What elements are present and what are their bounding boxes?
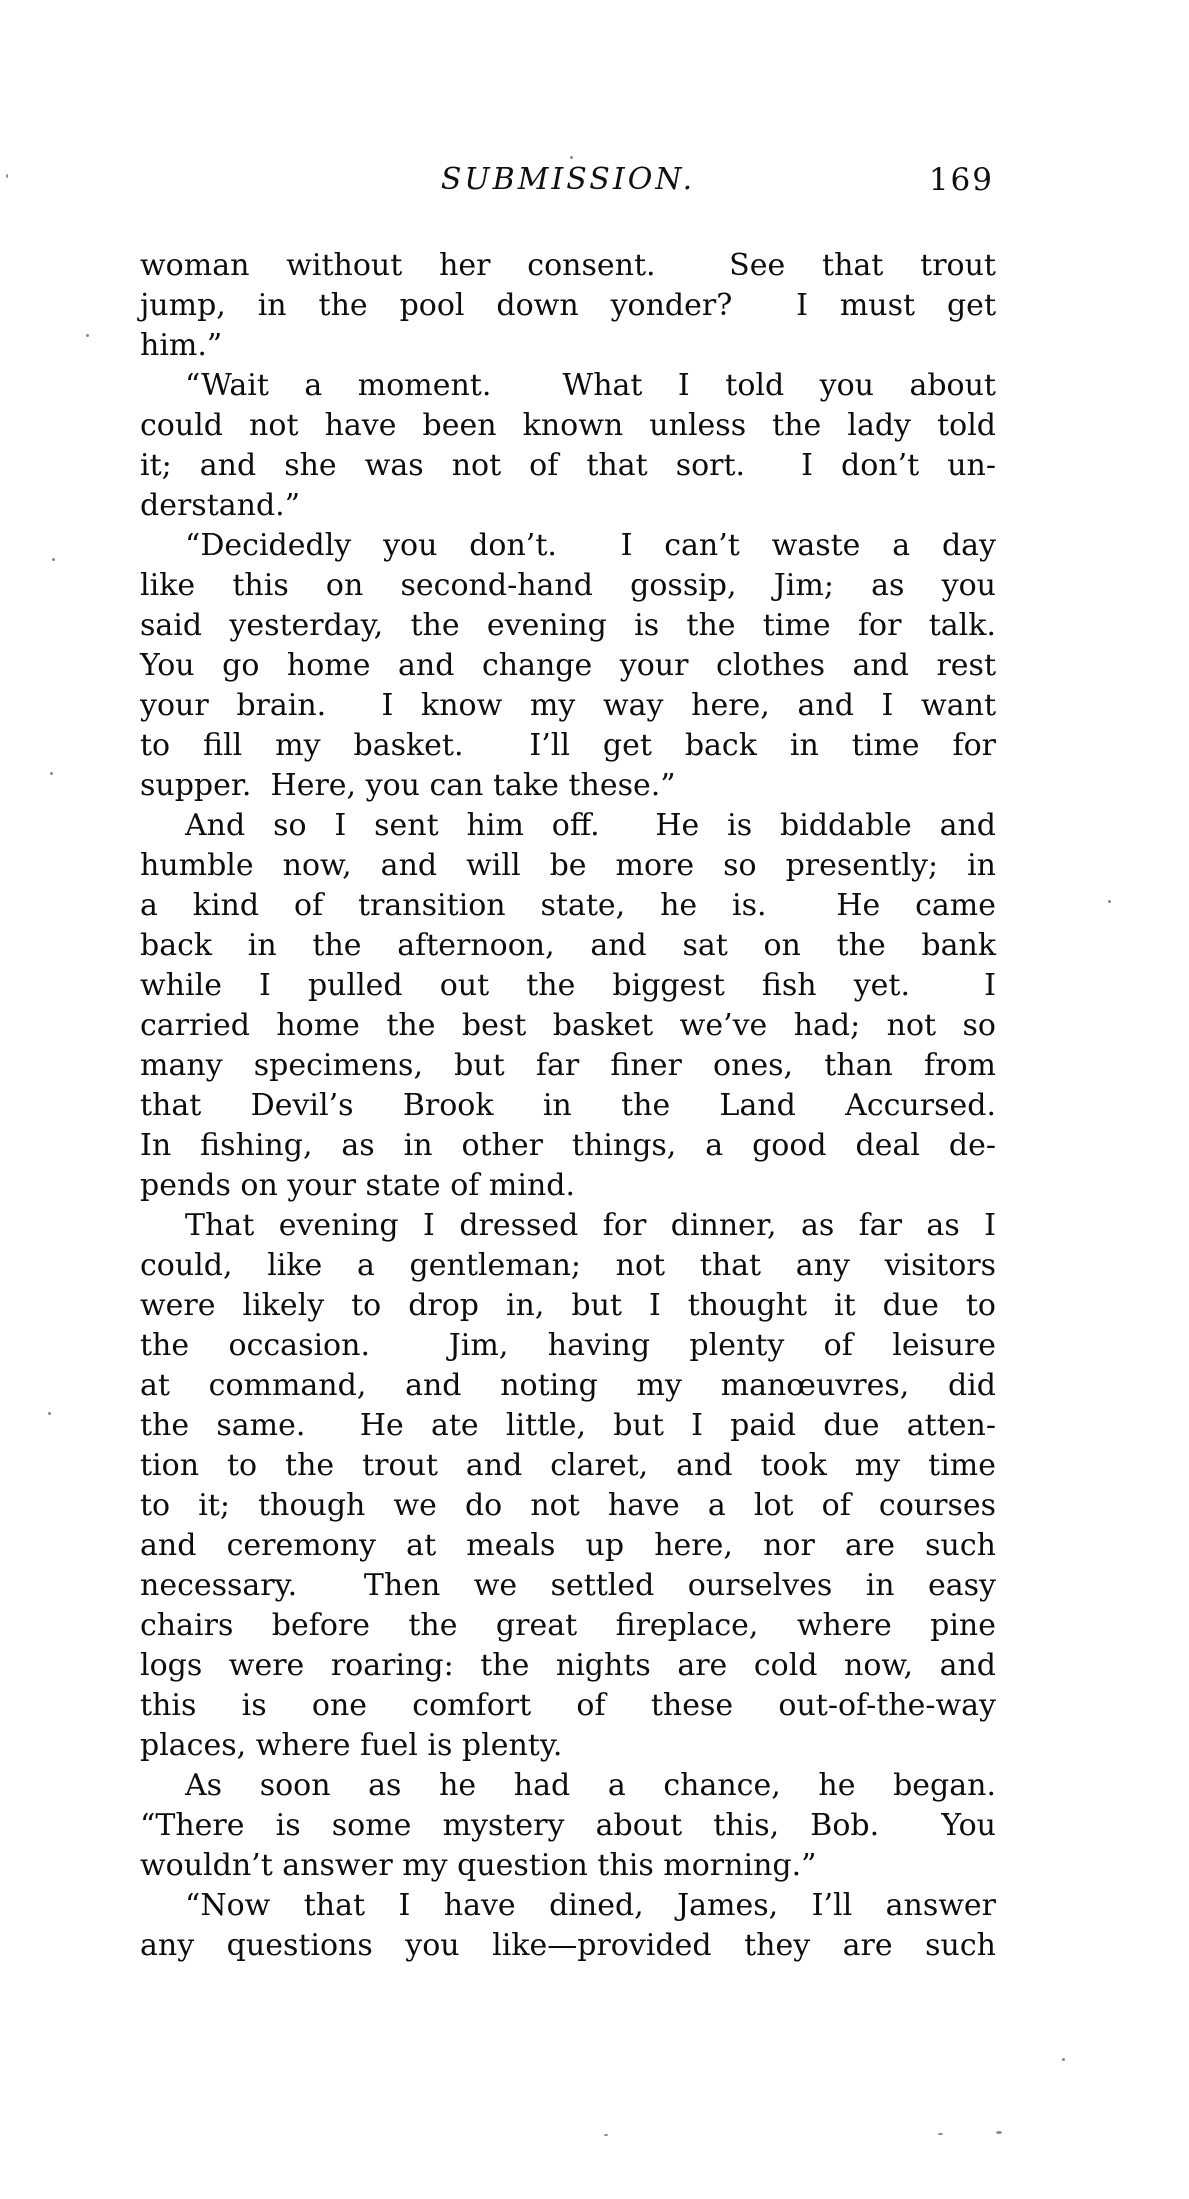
scan-speck (1062, 2058, 1065, 2061)
text-line: “Decidedly you don’t. I can’t waste a day (185, 528, 996, 563)
text-line: derstand.” (140, 488, 301, 523)
page-number: 169 (928, 162, 994, 198)
text-line: In fishing, as in other things, a good deal de- (140, 1128, 996, 1163)
text-line: humble now, and will be more so presently; in (140, 848, 996, 883)
text-line: said yesterday, the evening is the time for talk. (140, 608, 996, 643)
text-line: while I pulled out the biggest fish yet. I (140, 968, 996, 1003)
text-line: “There is some mystery about this, Bob. You (140, 1808, 996, 1843)
page-header-title: SUBMISSION. (440, 162, 696, 197)
text-line: jump, in the pool down yonder? I must get (140, 288, 996, 323)
text-line: wouldn’t answer my question this morning.” (140, 1848, 817, 1883)
scan-speck (604, 2134, 608, 2136)
text-line: And so I sent him off. He is biddable and (185, 808, 996, 843)
text-line: woman without her consent. See that trout (140, 248, 996, 283)
text-line: many specimens, but far finer ones, than from (140, 1048, 996, 1083)
text-line: “Wait a moment. What I told you about (185, 368, 996, 403)
text-line: to it; though we do not have a lot of courses (140, 1488, 996, 1523)
scan-speck (48, 1412, 51, 1415)
scan-speck (1108, 900, 1111, 903)
text-line: like this on second-hand gossip, Jim; as you (140, 568, 996, 603)
text-line: necessary. Then we settled ourselves in easy (140, 1568, 996, 1603)
page-body-text (140, 246, 996, 1966)
text-line: to fill my basket. I’ll get back in time for (140, 728, 996, 763)
scan-speck (570, 156, 573, 159)
text-line: logs were roaring: the nights are cold now, and (140, 1648, 996, 1683)
text-line: carried home the best basket we’ve had; not so (140, 1008, 996, 1043)
text-line: pends on your state of mind. (140, 1168, 576, 1203)
scan-speck (996, 2131, 1002, 2134)
text-line: That evening I dressed for dinner, as far as I (185, 1208, 996, 1243)
text-line: could not have been known unless the lady told (140, 408, 996, 443)
text-line: it; and she was not of that sort. I don’t un- (140, 448, 996, 483)
text-line: your brain. I know my way here, and I want (140, 688, 996, 723)
text-line: that Devil’s Brook in the Land Accursed. (140, 1088, 996, 1123)
text-line: any questions you like—provided they are such (140, 1928, 996, 1963)
text-line: him.” (140, 328, 223, 363)
running-head (140, 160, 996, 204)
text-line: at command, and noting my manœuvres, did (140, 1368, 996, 1403)
scan-speck (50, 772, 53, 775)
scan-speck (86, 334, 89, 337)
text-line: places, where fuel is plenty. (140, 1728, 563, 1763)
text-line: the occasion. Jim, having plenty of leisure (140, 1328, 996, 1363)
text-line: You go home and change your clothes and rest (140, 648, 996, 683)
text-line: were likely to drop in, but I thought it due to (140, 1288, 996, 1323)
text-line: tion to the trout and claret, and took my time (140, 1448, 996, 1483)
text-line: the same. He ate little, but I paid due atten- (140, 1408, 996, 1443)
text-line: and ceremony at meals up here, nor are such (140, 1528, 996, 1563)
text-line: “Now that I have dined, James, I’ll answer (185, 1888, 996, 1923)
text-line: a kind of transition state, he is. He came (140, 888, 996, 923)
text-line: chairs before the great fireplace, where pine (140, 1608, 996, 1643)
text-line: could, like a gentleman; not that any visitors (140, 1248, 996, 1283)
text-line: As soon as he had a chance, he began. (185, 1768, 996, 1803)
scan-speck (938, 2133, 943, 2135)
text-line: supper. Here, you can take these.” (140, 768, 676, 803)
scan-speck (6, 174, 8, 178)
text-line: back in the afternoon, and sat on the bank (140, 928, 996, 963)
text-line: this is one comfort of these out-of-the-way (140, 1688, 996, 1723)
scan-speck (52, 558, 55, 561)
